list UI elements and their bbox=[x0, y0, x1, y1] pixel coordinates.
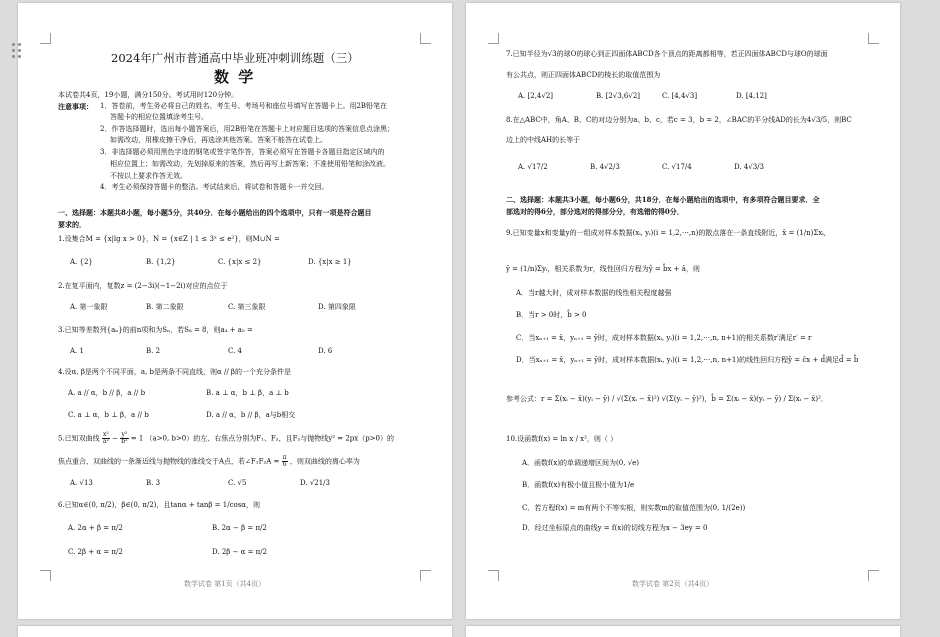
question-5-stem-line-2 bbox=[58, 455, 360, 468]
question-6-option-c: C. 2β + α = π/2 bbox=[68, 548, 123, 556]
question-1-option-c: C. {x|x ≤ 2} bbox=[218, 258, 262, 266]
question-7-option-c: C. [4,4√3] bbox=[662, 92, 698, 100]
question-4-option-c: C. a ⊥ α，b ⊥ β，a // b bbox=[68, 411, 149, 419]
page-footer: 数学试卷 第2页（共4页） bbox=[632, 580, 714, 588]
question-1-option-b: B. {1,2} bbox=[146, 258, 176, 266]
question-6-option-b: B. 2α − β = π/2 bbox=[212, 524, 267, 532]
question-1-option-d: D. {x|x ≥ 1} bbox=[308, 258, 352, 266]
note-line: 3．非选择题必须用黑色字迹的钢笔或签字笔作答，答案必须写在答题卡各题目指定区域内的 bbox=[100, 148, 385, 156]
section-heading-cont: 要求的． bbox=[58, 220, 86, 229]
question-10-option-b: B．函数f(x)有极小值且极小值为1/e bbox=[522, 481, 635, 489]
fraction bbox=[102, 432, 110, 445]
question-3-option-c: C. 4 bbox=[228, 347, 243, 355]
question-2-option-d: D. 第四象限 bbox=[318, 303, 356, 311]
drag-handle-icon[interactable] bbox=[12, 43, 24, 63]
question-8-stem-cont: 边上的中线AH的长等于 bbox=[506, 136, 581, 144]
question-7-option-d: D. [4,12] bbox=[736, 92, 767, 100]
fraction-denominator: a² bbox=[102, 438, 109, 445]
note-line: 4．考生必须保持答题卡的整洁。考试结束后，将试卷和答题卡一并交回。 bbox=[100, 183, 329, 191]
question-9-stem: 9.已知变量x和变量y的一组成对样本数据(xᵢ, yᵢ)(i = 1,2,⋯,n)的散点落在一条直线附近，x̄ = (1/n)Σxᵢ， bbox=[506, 229, 831, 237]
fraction-numerator: x² bbox=[103, 431, 109, 438]
note-line: 相应位置上；如需改动，先划掉原来的答案，然后再写上新答案；不准使用铅笔和涂改液。 bbox=[110, 160, 390, 168]
note-line: 不按以上要求作答无效。 bbox=[110, 172, 187, 180]
question-1-stem: 1.设集合M = {x|lg x > 0}，N = {x∈Z | 1 ≤ 3ˣ ≤ e²}，则M∪N = bbox=[58, 235, 280, 243]
question-9-stem-cont: ȳ = (1/n)Σyᵢ，相关系数为r，线性回归方程为ŷ = b̂x + â，则 bbox=[506, 265, 700, 273]
minus-sign: − bbox=[112, 434, 119, 443]
question-4-option-b: B. a ⊥ α，b ⊥ β，a ⊥ b bbox=[206, 389, 289, 397]
crop-mark-top-left bbox=[488, 33, 499, 44]
question-5-stem-text: （a>0, b>0）的左、右焦点分别为F₁、F₂，且F₂与抛物线y² = 2px（p>0）的 bbox=[145, 434, 395, 443]
crop-mark-top-right bbox=[420, 33, 431, 44]
fraction-numerator: π bbox=[282, 454, 287, 461]
question-1-option-a: A. {2} bbox=[70, 258, 93, 266]
question-4-option-d: D. a // α，b // β，a与b相交 bbox=[206, 411, 296, 419]
question-9-option-c: C．当xₙ₊₁ = x̄，yₙ₊₁ = ȳ时，成对样本数据(xᵢ, yᵢ)(i = 1,2,⋯,n, n+1)的相关系数r′满足r′ = r bbox=[516, 334, 812, 342]
question-6-option-d: D. 2β − α = π/2 bbox=[212, 548, 268, 556]
crop-mark-top-left bbox=[40, 33, 51, 44]
question-5-stem bbox=[58, 432, 394, 445]
question-5-stem-text: 焦点重合，双曲线的一条渐近线与抛物线的准线交于A点，若∠F₁F₂A = bbox=[58, 457, 280, 466]
question-8-option-c: C. √17/4 bbox=[662, 163, 692, 171]
question-6-option-a: A. 2α + β = π/2 bbox=[68, 524, 123, 532]
question-2-option-b: B. 第二象限 bbox=[146, 303, 184, 311]
question-3-option-d: D. 6 bbox=[318, 347, 333, 355]
note-line: 1．答卷前，考生务必将自己的姓名、考生号、考场号和座位号填写在答题卡上。用2B铅笔在 bbox=[100, 102, 388, 110]
page-title: 2024年广州市普通高中毕业班冲刺训练题（三） bbox=[111, 51, 359, 65]
crop-mark-bottom-right bbox=[868, 570, 879, 581]
question-5-stem-text: ，则双曲线的离心率为 bbox=[289, 457, 360, 466]
note-line: 如需改动，用橡皮擦干净后，再选涂其他答案。答案不能答在试卷上。 bbox=[110, 136, 327, 144]
question-5-option-c: C. √5 bbox=[228, 479, 247, 487]
question-10-stem: 10.设函数f(x) = ln x / x²，则（ ） bbox=[506, 435, 618, 443]
fraction-denominator: 6 bbox=[282, 461, 287, 468]
question-10-option-a: A．函数f(x)的单调递增区间为(0, √e) bbox=[522, 459, 640, 467]
question-10-option-d: D．经过坐标原点的曲线y = f(x)的切线方程为x − 3ey = 0 bbox=[522, 524, 708, 532]
question-7-stem: 7.已知半径为√3的球O的球心到正四面体ABCD各个顶点的距离都相等，若正四面体ABCD与球O的球面 bbox=[506, 50, 828, 58]
section-heading: 一、选择题：本题共8小题，每小题5分，共40分．在每小题给出的四个选项中，只有一项是符合题目 bbox=[58, 208, 372, 217]
question-9-option-a: A．当r越大时，成对样本数据的线性相关程度越强 bbox=[516, 289, 672, 297]
question-8-option-a: A. √17/2 bbox=[518, 163, 548, 171]
crop-mark-bottom-left bbox=[488, 570, 499, 581]
document-page-4-edge bbox=[466, 626, 900, 637]
fraction bbox=[120, 432, 128, 445]
exam-info: 本试卷共4页，19小题，满分150分。考试用时120分钟。 bbox=[58, 91, 239, 99]
crop-mark-top-right bbox=[868, 33, 879, 44]
note-line: 2．作答选择题时，选出每小题答案后，用2B铅笔在答题卡上对应题目选项的答案信息点涂黑； bbox=[100, 125, 395, 133]
document-page-3-edge bbox=[18, 626, 452, 637]
crop-mark-bottom-left bbox=[40, 570, 51, 581]
question-7-option-a: A. [2,4√2] bbox=[518, 92, 554, 100]
question-2-option-a: A. 第一象限 bbox=[70, 303, 108, 311]
question-2-option-c: C. 第三象限 bbox=[228, 303, 266, 311]
fraction-denominator: b² bbox=[121, 438, 128, 445]
question-5-option-b: B. 3 bbox=[146, 479, 161, 487]
question-3-option-b: B. 2 bbox=[146, 347, 161, 355]
question-4-option-a: A. a // α，b // β，a // b bbox=[68, 389, 146, 397]
question-3-stem: 3.已知等差数列{aₙ}的前n项和为Sₙ，若S₈ = 8，则a₄ + a₅ = bbox=[58, 326, 253, 334]
page-footer: 数学试卷 第1页（共4页） bbox=[184, 580, 266, 588]
crop-mark-bottom-right bbox=[420, 570, 431, 581]
fraction-numerator: y² bbox=[121, 431, 128, 438]
document-page-1 bbox=[18, 3, 452, 619]
notes-label: 注意事项： bbox=[58, 102, 93, 111]
question-9-option-d: D．当xₙ₊₁ = x̄，yₙ₊₁ = ȳ时，成对样本数据(xᵢ, yᵢ)(i = 1,2,⋯,n, n+1)的线性回归方程ŷ = ĉx + d̂满足d̂ = b̂ bbox=[516, 356, 859, 364]
question-8-option-b: B. 4√2/3 bbox=[590, 163, 620, 171]
question-7-stem-cont: 有公共点，则正四面体ABCD的棱长的取值范围为 bbox=[506, 71, 661, 79]
question-7-option-b: B. [2√3,6√2] bbox=[596, 92, 641, 100]
subject-title: 数 学 bbox=[214, 68, 256, 86]
question-8-option-d: D. 4√3/3 bbox=[734, 163, 764, 171]
question-10-option-c: C．若方程f(x) = m有两个不等实根，则实数m的取值范围为(0, 1/(2e)) bbox=[522, 504, 746, 512]
question-6-stem: 6.已知α∈(0, π/2)，β∈(0, π/2)，且tanα + tanβ = 1/cosα，则 bbox=[58, 501, 261, 509]
question-2-stem: 2.在复平面内，复数z = (2−3i)(−1−2i)对应的点位于 bbox=[58, 282, 228, 290]
question-3-option-a: A. 1 bbox=[70, 347, 84, 355]
document-page-2 bbox=[466, 3, 900, 619]
question-5-option-d: D. √21/3 bbox=[300, 479, 330, 487]
equals-one: = 1 bbox=[130, 434, 144, 443]
note-line: 答题卡的相应位置填涂考生号。 bbox=[110, 113, 208, 121]
question-9-option-b: B．当r > 0时，b̂ > 0 bbox=[516, 311, 587, 319]
question-4-stem: 4.设α, β是两个不同平面，a, b是两条不同直线，则α // β的一个充分条件是 bbox=[58, 368, 291, 376]
fraction bbox=[282, 455, 288, 468]
section-heading-cont: 部选对的得6分，部分选对的得部分分，有选错的得0分． bbox=[506, 207, 684, 216]
reference-formula: 参考公式：r = Σ(xᵢ − x̄)(yᵢ − ȳ) / √(Σ(xᵢ − x̄)²) √(Σ(yᵢ − ȳ)²)，b̂ = Σ(xᵢ − x̄)(yᵢ − ȳ) / Σ(xᵢ − x̄)²． bbox=[506, 395, 828, 403]
question-5-stem-text: 5.已知双曲线 bbox=[58, 434, 100, 443]
section-heading: 二、选择题：本题共3小题，每小题6分，共18分．在每小题给出的选项中，有多项符合题目要求．全 bbox=[506, 195, 820, 204]
question-5-option-a: A. √13 bbox=[70, 479, 93, 487]
question-8-stem: 8.在△ABC中，角A、B、C的对边分别为a、b、c，若c = 3，b = 2，∠BAC的平分线AD的长为4√3/5，则BC bbox=[506, 116, 852, 124]
